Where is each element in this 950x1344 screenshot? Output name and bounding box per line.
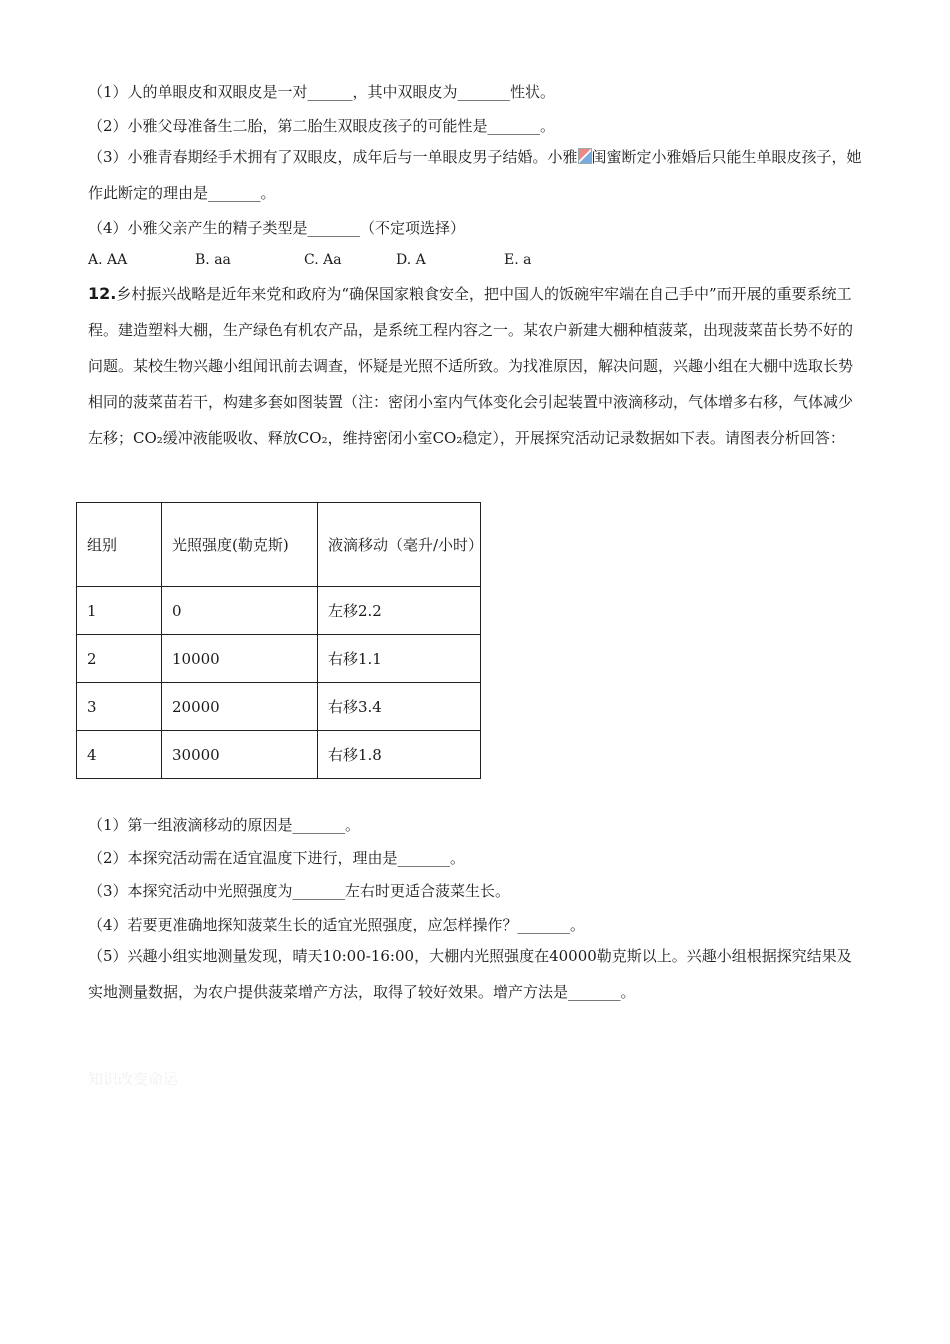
q11-part-2: （2）小雅父母准备生二胎，第二胎生双眼皮孩子的可能性是_______。 <box>88 117 556 135</box>
q12-part-5: （5）兴趣小组实地测量发现，晴天10:00-16:00，大棚内光照强度在40000勒克斯以上。兴趣小组根据探究结果及实地测量数据，为农户提供菠菜增产方法，取得了较好效果。增产方法是_______。 <box>88 947 852 1001</box>
q12-stem <box>88 276 863 456</box>
q12-part-4: （4）若要更准确地探知菠菜生长的适宜光照强度，应怎样操作？_______。 <box>88 916 586 934</box>
option-d: D. A <box>396 252 426 268</box>
q12-part-3: （3）本探究活动中光照强度为_______左右时更适合菠菜生长。 <box>88 882 511 900</box>
option-b: B. aa <box>195 252 231 268</box>
broken-image-icon <box>578 148 592 164</box>
table-row <box>77 587 481 635</box>
table-cell: 20000 <box>162 683 318 731</box>
q11-options <box>88 252 648 272</box>
table-cell: 右移3.4 <box>318 683 481 731</box>
data-table <box>76 502 484 779</box>
q12-part-2: （2）本探究活动需在适宜温度下进行，理由是_______。 <box>88 849 466 867</box>
table-cell: 0 <box>162 587 318 635</box>
table-cell: 3 <box>77 683 162 731</box>
q12-number: 12. <box>88 284 117 303</box>
table-cell: 10000 <box>162 635 318 683</box>
table-row <box>77 731 481 779</box>
q12-part-1: （1）第一组液滴移动的原因是_______。 <box>88 816 361 834</box>
table-row <box>77 683 481 731</box>
q11-part-4: （4）小雅父亲产生的精子类型是_______（不定项选择） <box>88 219 466 237</box>
q12-stem-text: 乡村振兴战略是近年来党和政府为“确保国家粮食安全，把中国人的饭碗牢牢端在自己手中”而开展的重要系统工程。建造塑料大棚，生产绿色有机农产品，是系统工程内容之一。某农户新建大棚种植菠菜，出现菠菜苗长势不好的问题。某校生物兴趣小组闻讯前去调查，怀疑是光照不适所致。为找准原因，解决问题，兴趣小组在大棚中选取长势相同的菠菜苗若干，构建多套如图装置（注：密闭小室内气体变化会引起装置中液滴移动，气体增多右移，气体减少左移；CO₂缓冲液能吸收、释放CO₂，维持密闭小室CO₂稳定），开展探究活动记录数据如下表。请图表分析回答： <box>88 285 854 447</box>
table-cell: 右移1.1 <box>318 635 481 683</box>
table-cell: 2 <box>77 635 162 683</box>
watermark-text: 知识改变命运 <box>88 1070 179 1088</box>
option-e: E. a <box>504 252 532 268</box>
table-cell: 1 <box>77 587 162 635</box>
q11-part-1: （1）人的单眼皮和双眼皮是一对______，其中双眼皮为_______性状。 <box>88 83 556 101</box>
table-row <box>77 635 481 683</box>
table-header-cell: 液滴移动（毫升/小时） <box>318 503 481 587</box>
table-cell: 左移2.2 <box>318 587 481 635</box>
table-cell: 30000 <box>162 731 318 779</box>
table-header-row <box>77 503 481 587</box>
table-header-cell: 光照强度(勒克斯) <box>162 503 318 587</box>
q11-part-3 <box>88 139 863 211</box>
q11-part-3-text-b: 闺蜜断定小雅婚后只能生单眼皮孩子，她作此断定的理由是_______。 <box>88 148 862 202</box>
option-c: C. Aa <box>304 252 342 268</box>
table-header-cell: 组别 <box>77 503 162 587</box>
table-cell: 右移1.8 <box>318 731 481 779</box>
option-a: A. AA <box>88 252 128 268</box>
table-cell: 4 <box>77 731 162 779</box>
q11-part-3-text-a: （3）小雅青春期经手术拥有了双眼皮，成年后与一单眼皮男子结婚。小雅 <box>88 148 578 166</box>
